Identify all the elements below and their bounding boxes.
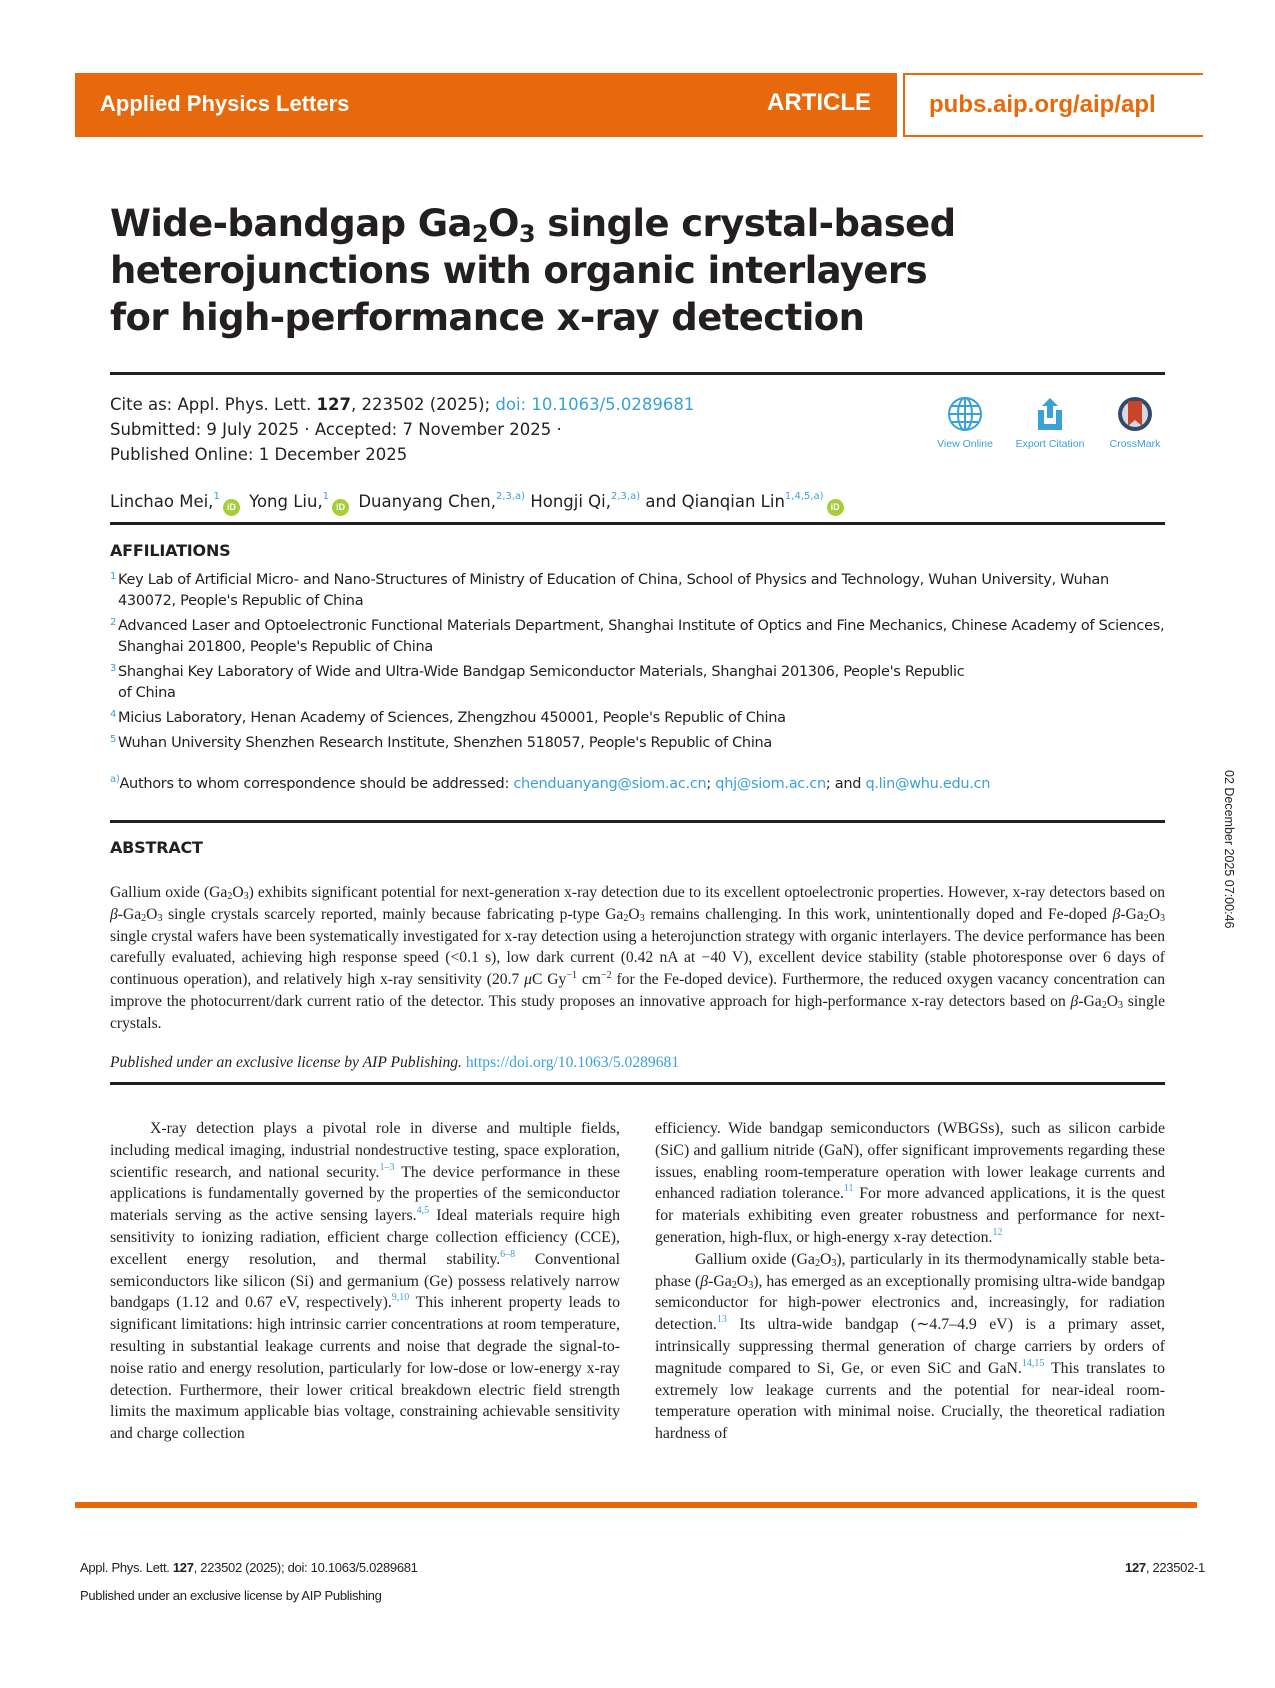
journal-url-box[interactable] — [903, 73, 1203, 137]
journal-name: Applied Physics Letters — [100, 91, 350, 116]
reference-link[interactable]: 1–3 — [379, 1161, 395, 1173]
abstract-heading: ABSTRACT — [110, 838, 203, 857]
author-list — [110, 492, 848, 516]
author[interactable]: Linchao Mei,$^1$ — [110, 491, 220, 511]
affiliation-item: 4 Micius Laboratory, Henan Academy of Sciences, Zhengzhou 450001, People's Republic of China — [110, 709, 786, 726]
body-paragraph: Gallium oxide $(Ga_2O_3)$, particularly in its thermodynamically stable beta-phase $(\beta-Ga_2O_3)$, has emerged as an exceptionally promising ultra-wide bandgap semiconductor for high-power electronics and, increasingly, for radiation detection.$^{13}$ Its ultra-wide bandgap (∼4.7–4.9 eV) is a primary asset, intrinsically suppressing thermal generation of charge carriers by orders of magnitude compared to Si, Ge, or even SiC and GaN.$^{14,15}$ This translates to extremely low leakage currents and the potential for near-ideal room-temperature operation with minimal noise. Crucially, the theoretical radiation hardness of — [655, 1250, 1166, 1443]
email-link[interactable]: chenduanyang@siom.ac.cn — [513, 776, 707, 792]
author[interactable]: and Qianqian Lin$^{1,4,5,a)}$ — [645, 491, 824, 511]
body-paragraph: X-ray detection plays a pivotal role in diverse and multiple fields, including medical imaging, industrial nondestructive testing, space exploration, scientific research, and national security.$^{1-3}$ The device performance in these applications is fundamentally governed by the properties of the semiconductor materials serving as the active sensing layers.$^{4,5}$ Ideal materials require high sensitivity to ionizing radiation, efficient charge collection efficiency (CCE), excellent energy resolution, and thermal stability.$^{6-8}$ Conventional semiconductors like silicon (Si) and germanium (Ge) possess relatively narrow bandgaps (1.12 and 0.67 eV, respectively).$^{9,10}$ This inherent property leads to significant limitations: high intrinsic carrier concentrations at room temperature, resulting in substantial leakage currents and noise that degrade the signal-to-noise ratio and energy resolution, particularly for low-dose or low-energy x-ray detection. Furthermore, their lower critical breakdown electric field strength limits the maximum applicable bias voltage, constraining achievable sensitivity and charge collection — [110, 1120, 620, 1443]
article-type: ARTICLE — [767, 89, 871, 116]
body-column-left — [110, 1118, 620, 1445]
journal-banner — [75, 73, 897, 137]
article-title: Wide-bandgap $Ga_2O_3$ single crystal-based heterojunctions with organic interlayers for high-performance x-ray detection — [110, 202, 956, 339]
body-column-right — [655, 1118, 1165, 1445]
reference-link[interactable]: 12 — [992, 1226, 1003, 1238]
doi-link[interactable]: doi: 10.1063/5.0289681 — [495, 395, 695, 414]
affiliation-item: 2 Advanced Laser and Optoelectronic Functional Materials Department, Shanghai Institute of Optics and Fine Mechanics, Chinese Academy of Sciences, Shanghai 201800, People's Republic of China — [110, 617, 1165, 655]
divider — [110, 820, 1165, 823]
correspondence-line: $^{a)}$Authors to whom correspondence should be addressed: chenduanyang@siom.ac.cn; qhj@siom.ac.cn; and q.lin@whu.edu.cn — [110, 774, 991, 792]
reference-link[interactable]: 11 — [843, 1183, 854, 1195]
footer-license: Published under an exclusive license by AIP Publishing — [80, 1588, 382, 1603]
doi-url-link[interactable]: https://doi.org/10.1063/5.0289681 — [465, 1054, 680, 1071]
affiliations-list — [110, 570, 1170, 758]
affiliation-item: 3 Shanghai Key Laboratory of Wide and Ultra-Wide Bandgap Semiconductor Materials, Shanghai 201306, People's Republic of China — [110, 663, 965, 701]
reference-link[interactable]: 13 — [716, 1314, 727, 1326]
footer-rule — [75, 1502, 1197, 1508]
orcid-icon[interactable]: iD — [332, 499, 349, 516]
page-number: 127, 223502-1 — [1125, 1560, 1205, 1575]
view-online-button[interactable]: View Online — [925, 396, 1005, 450]
author[interactable]: Duanyang Chen,$^{2,3,a)}$ — [358, 491, 526, 511]
author[interactable]: Yong Liu,$^1$ — [249, 491, 330, 511]
published-line: Published Online: 1 December 2025 — [110, 445, 408, 464]
license-line: Published under an exclusive license by AIP Publishing. https://doi.org/10.1063/5.0289681 — [110, 1054, 680, 1071]
divider — [110, 1082, 1165, 1085]
export-citation-button[interactable]: Export Citation — [1010, 396, 1090, 450]
reference-link[interactable]: 6–8 — [500, 1248, 516, 1260]
cite-as-line: Cite as: Appl. Phys. Lett. 127, 223502 (2025); doi: 10.1063/5.0289681 — [110, 395, 695, 414]
orcid-icon[interactable]: iD — [223, 499, 240, 516]
crossmark-icon — [1117, 396, 1153, 432]
download-timestamp: 02 December 2025 07:00:46 — [1222, 770, 1236, 929]
affiliation-item: 5 Wuhan University Shenzhen Research Institute, Shenzhen 518057, People's Republic of China — [110, 734, 773, 751]
email-link[interactable]: qhj@siom.ac.cn — [715, 776, 826, 792]
article-actions — [925, 396, 1175, 456]
journal-url-link[interactable]: pubs.aip.org/aip/apl — [929, 91, 1156, 118]
reference-link[interactable]: 4,5 — [416, 1205, 430, 1217]
divider — [110, 372, 1165, 375]
export-icon — [1032, 396, 1068, 432]
reference-link[interactable]: 9,10 — [391, 1292, 410, 1304]
citation-block — [110, 392, 694, 467]
author[interactable]: Hongji Qi,$^{2,3,a)}$ — [530, 491, 641, 511]
submitted-line: Submitted: 9 July 2025 · Accepted: 7 November 2025 · — [110, 420, 562, 439]
email-link[interactable]: q.lin@whu.edu.cn — [865, 776, 991, 792]
abstract-text: Gallium oxide $(Ga_2O_3)$ exhibits significant potential for next-generation x-ray detection due to its excellent optoelectronic properties. However, x-ray detectors based on $\beta-Ga_2O_3$ single crystals scarcely reported, mainly because fabricating p-type $Ga_2O_3$ remains challenging. In this work, unintentionally doped and Fe-doped $\beta-Ga_2O_3$ single crystal wafers have been systematically investigated for x-ray detection using a heterojunction strategy with organic interlayers. The device performance has been carefully evaluated, achieving high response speed (<0.1 s), low dark current (0.42 nA at −40 V), excellent device stability (stable photoresponse over 6 days of continuous operation), and relatively high x-ray sensitivity (20.7 μC $Gy^{-1}$ $cm^{-2}$ for the Fe-doped device). Furthermore, the reduced oxygen vacancy concentration can improve the photocurrent/dark current ratio of the detector. This study proposes an innovative approach for high-performance x-ray detectors based on $\beta-Ga_2O_3$ single crystals. — [110, 884, 1166, 1032]
footer-citation: Appl. Phys. Lett. 127, 223502 (2025); doi: 10.1063/5.0289681 — [80, 1560, 418, 1575]
affiliations-heading: AFFILIATIONS — [110, 541, 231, 560]
globe-icon — [947, 396, 983, 432]
divider — [110, 522, 1165, 525]
body-paragraph: efficiency. Wide bandgap semiconductors (WBGSs), such as silicon carbide (SiC) and gallium nitride (GaN), offer significant improvements regarding these issues, enabling room-temperature operation with lower leakage currents and enhanced radiation tolerance.$^{11}$ For more advanced applications, it is the quest for materials exhibiting even greater robustness and performance for next-generation, high-flux, or high-energy x-ray detection.$^{12}$ — [655, 1120, 1166, 1246]
reference-link[interactable]: 14,15 — [1021, 1357, 1045, 1369]
crossmark-button[interactable]: CrossMark — [1095, 396, 1175, 450]
affiliation-item: 1 Key Lab of Artificial Micro- and Nano-Structures of Ministry of Education of China, School of Physics and Technology, Wuhan University, Wuhan 430072, People's Republic of China — [110, 571, 1109, 609]
orcid-icon[interactable]: iD — [827, 499, 844, 516]
